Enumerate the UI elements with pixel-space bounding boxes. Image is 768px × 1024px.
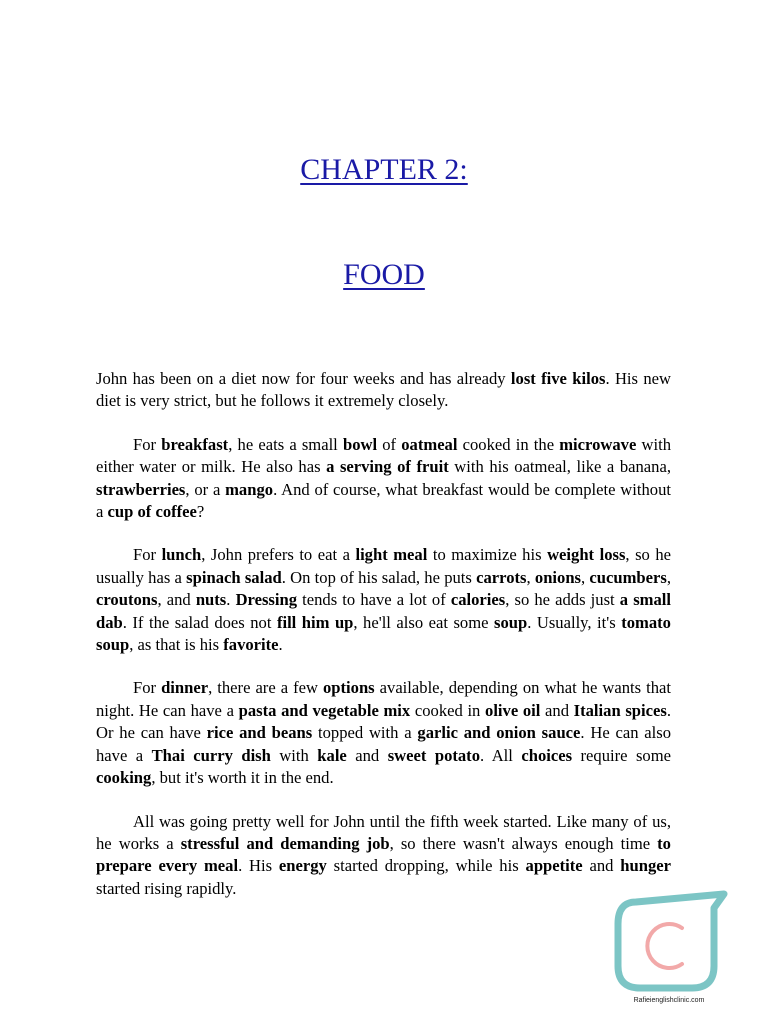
text-run: . All xyxy=(480,745,522,765)
paragraph-intro xyxy=(96,368,671,413)
text-run: . His new diet is very strict, but he follows it extremely closely. xyxy=(96,369,671,411)
vocabulary-term: kale xyxy=(317,745,347,765)
vocabulary-term: choices xyxy=(521,745,573,765)
text-run: , as that is his xyxy=(129,635,224,655)
paragraph-breakfast xyxy=(96,434,671,524)
vocabulary-term: carrots xyxy=(476,567,527,587)
text-run: , xyxy=(666,567,672,587)
vocabulary-term: Thai curry dish xyxy=(151,745,271,765)
vocabulary-term: oatmeal xyxy=(401,434,458,454)
text-run: tends to have a lot of xyxy=(297,590,451,610)
text-run: , there are a few xyxy=(208,678,323,698)
vocabulary-term: rice and beans xyxy=(206,723,313,743)
vocabulary-term: a small dab xyxy=(96,590,671,632)
text-run: , so he usually has a xyxy=(96,545,671,587)
speech-bubble-logo-icon xyxy=(606,888,732,1012)
text-run: started rising rapidly. xyxy=(96,878,237,898)
vocabulary-term: nuts xyxy=(195,590,227,610)
vocabulary-term: calories xyxy=(450,590,506,610)
vocabulary-term: garlic and onion sauce xyxy=(417,723,581,743)
text-run: to maximize his xyxy=(427,545,548,565)
text-run: . Usually, it's xyxy=(527,612,622,632)
text-run: and xyxy=(346,745,388,765)
paragraph-fifth-week xyxy=(96,811,671,901)
vocabulary-term: mango xyxy=(225,479,274,499)
vocabulary-term: croutons xyxy=(96,590,158,610)
text-run: , and xyxy=(157,590,196,610)
logo-bubble-outline xyxy=(618,894,724,988)
text-run: . On top of his salad, he puts xyxy=(281,567,477,587)
text-run: with his oatmeal, like a banana, xyxy=(448,457,671,477)
text-run: and xyxy=(540,700,574,720)
vocabulary-term: options xyxy=(322,678,375,698)
text-run: . And of course, what breakfast would be complete without a xyxy=(96,479,671,522)
logo-caption: Rafieienglishclinic.com xyxy=(633,997,705,1004)
body-text xyxy=(96,368,671,921)
vocabulary-term: olive oil xyxy=(485,700,541,720)
vocabulary-term: to prepare every meal xyxy=(96,833,671,876)
text-run: . xyxy=(278,635,283,655)
clinic-logo xyxy=(606,888,732,1012)
vocabulary-term: lost five kilos xyxy=(510,369,606,388)
text-run: available, depending on what he wants that night. He can have a xyxy=(96,678,671,720)
vocabulary-term: energy xyxy=(278,856,327,876)
text-run: and xyxy=(582,856,621,876)
vocabulary-term: pasta and vegetable mix xyxy=(238,700,411,720)
chapter-heading: CHAPTER 2: xyxy=(300,153,468,186)
vocabulary-term: dinner xyxy=(161,678,209,698)
text-run: , so he adds just xyxy=(505,590,620,610)
vocabulary-term: a serving of fruit xyxy=(326,457,449,477)
text-run: ? xyxy=(196,502,205,522)
vocabulary-term: onions xyxy=(534,567,582,587)
vocabulary-term: bowl xyxy=(342,434,378,454)
vocabulary-term: light meal xyxy=(355,545,428,565)
text-run: For xyxy=(133,434,162,454)
logo-letter-c xyxy=(647,924,682,968)
text-run: John has been on a diet now for four weeks and has already xyxy=(96,369,511,388)
vocabulary-term: breakfast xyxy=(161,434,229,454)
text-run: , so there wasn't always enough time xyxy=(389,833,658,853)
text-run: , or a xyxy=(185,479,226,499)
vocabulary-term: favorite xyxy=(223,635,279,655)
text-run: cooked in xyxy=(410,700,486,720)
text-run: . If the salad does not xyxy=(122,612,277,632)
text-run: with either water or milk. He also has xyxy=(96,434,671,477)
text-run: , he eats a small xyxy=(228,434,343,454)
text-run: , John prefers to eat a xyxy=(201,545,356,565)
vocabulary-term: sweet potato xyxy=(387,745,481,765)
vocabulary-term: weight loss xyxy=(547,545,626,565)
vocabulary-term: appetite xyxy=(525,856,583,876)
vocabulary-term: cooking xyxy=(96,768,152,788)
vocabulary-term: stressful and demanding job xyxy=(180,833,390,853)
text-run: . He can also have a xyxy=(96,723,671,765)
vocabulary-term: lunch xyxy=(161,545,202,565)
vocabulary-term: cucumbers xyxy=(589,567,667,587)
text-run: with xyxy=(270,745,318,765)
text-run: . His xyxy=(238,856,279,876)
text-run: topped with a xyxy=(312,723,418,743)
vocabulary-term: cup of coffee xyxy=(107,502,197,522)
text-run: require some xyxy=(572,745,671,765)
text-run: started dropping, while his xyxy=(326,856,526,876)
vocabulary-term: Dressing xyxy=(235,590,298,610)
paragraph-lunch xyxy=(96,544,671,656)
text-run: cooked in the xyxy=(457,434,560,454)
text-run: , but it's worth it in the end. xyxy=(151,768,334,788)
vocabulary-term: soup xyxy=(494,612,528,632)
vocabulary-term: strawberries xyxy=(96,479,186,499)
vocabulary-term: hunger xyxy=(620,856,672,876)
text-run: of xyxy=(377,434,402,454)
vocabulary-term: spinach salad xyxy=(186,567,282,587)
text-run: , xyxy=(581,567,590,587)
vocabulary-term: microwave xyxy=(559,434,637,454)
vocabulary-term: fill him up xyxy=(276,612,354,632)
text-run: For xyxy=(133,678,162,698)
text-run: All was going pretty well for John until the fifth week started. Like many of us, he works a xyxy=(96,811,671,853)
vocabulary-term: Italian spices xyxy=(573,700,667,720)
text-run: . Or he can have xyxy=(96,700,671,743)
text-run: , he'll also eat some xyxy=(353,612,494,632)
text-run: , xyxy=(526,567,535,587)
vocabulary-term: tomato soup xyxy=(96,612,671,655)
text-run: For xyxy=(133,545,162,565)
paragraph-dinner xyxy=(96,677,671,789)
text-run: . xyxy=(226,590,236,610)
section-heading: FOOD xyxy=(343,258,425,291)
